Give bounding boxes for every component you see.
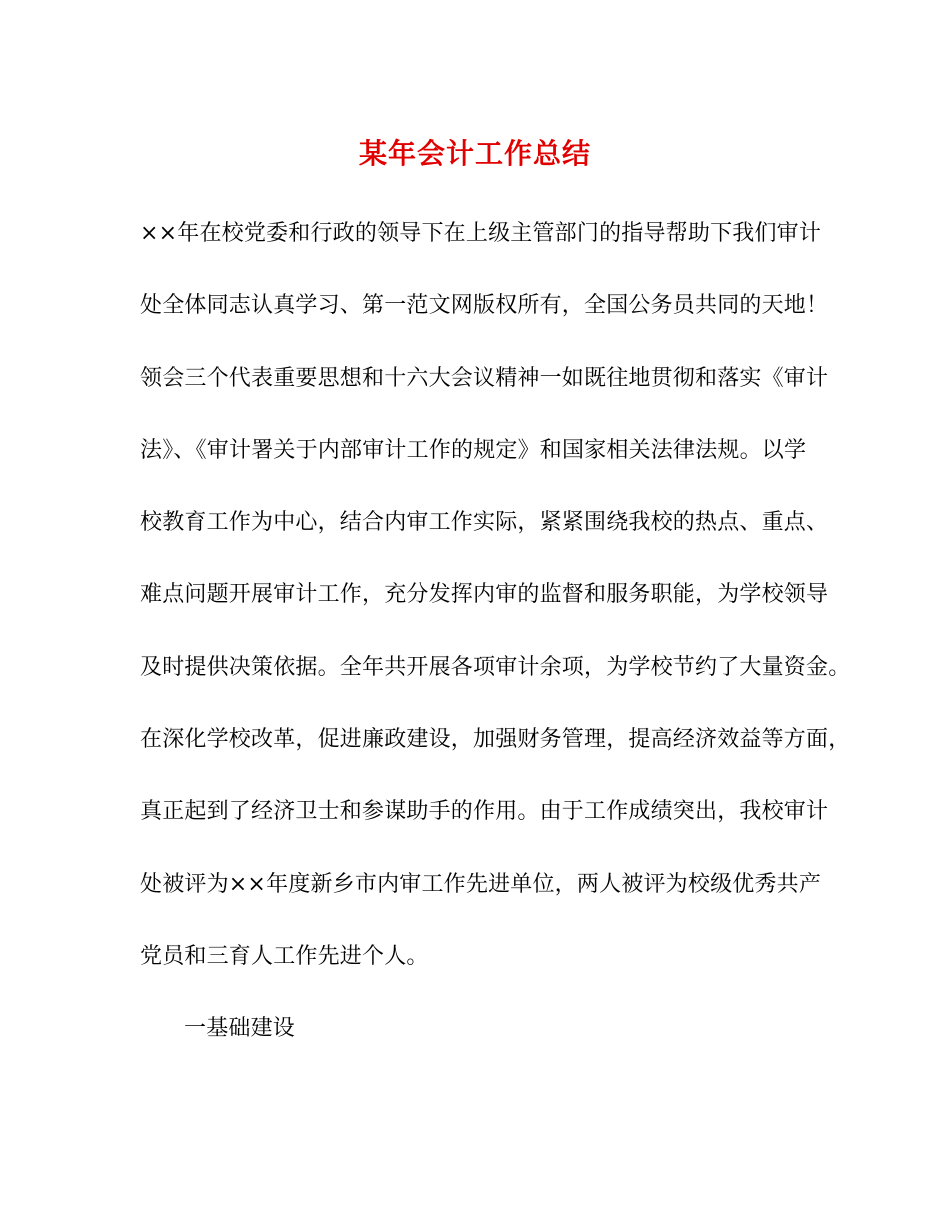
body-line: 及时提供决策依据。全年共开展各项审计余项，为学校节约了大量资金。 [140,654,851,680]
body-line: 党员和三育人工作先进个人。 [140,943,429,969]
body-line: 校教育工作为中心，结合内审工作实际，紧紧围绕我校的热点、重点、 [140,510,829,536]
body-line: 处被评为××年度新乡市内审工作先进单位，两人被评为校级优秀共产 [140,871,822,897]
body-line: 真正起到了经济卫士和参谋助手的作用。由于工作成绩突出，我校审计 [140,799,829,825]
body-line: 难点问题开展审计工作，充分发挥内审的监督和服务职能，为学校领导 [140,582,829,608]
section-heading: 一基础建设 [184,1016,296,1042]
document-title: 某年会计工作总结 [358,137,591,170]
body-line: 在深化学校改革，促进廉政建设，加强财务管理，提高经济效益等方面， [140,727,851,753]
body-line: 法》、《审计署关于内部审计工作的规定》和国家相关法律法规。以学 [140,437,807,463]
body-line: ××年在校党委和行政的领导下在上级主管部门的指导帮助下我们审计 [140,221,822,246]
document-body [140,216,851,1084]
body-line: 领会三个代表重要思想和十六大会议精神一如既往地贯彻和落实《审计 [140,365,829,391]
body-line: 处全体同志认真学习、第一范文网版权所有，全国公务员共同的天地！ [140,293,829,319]
